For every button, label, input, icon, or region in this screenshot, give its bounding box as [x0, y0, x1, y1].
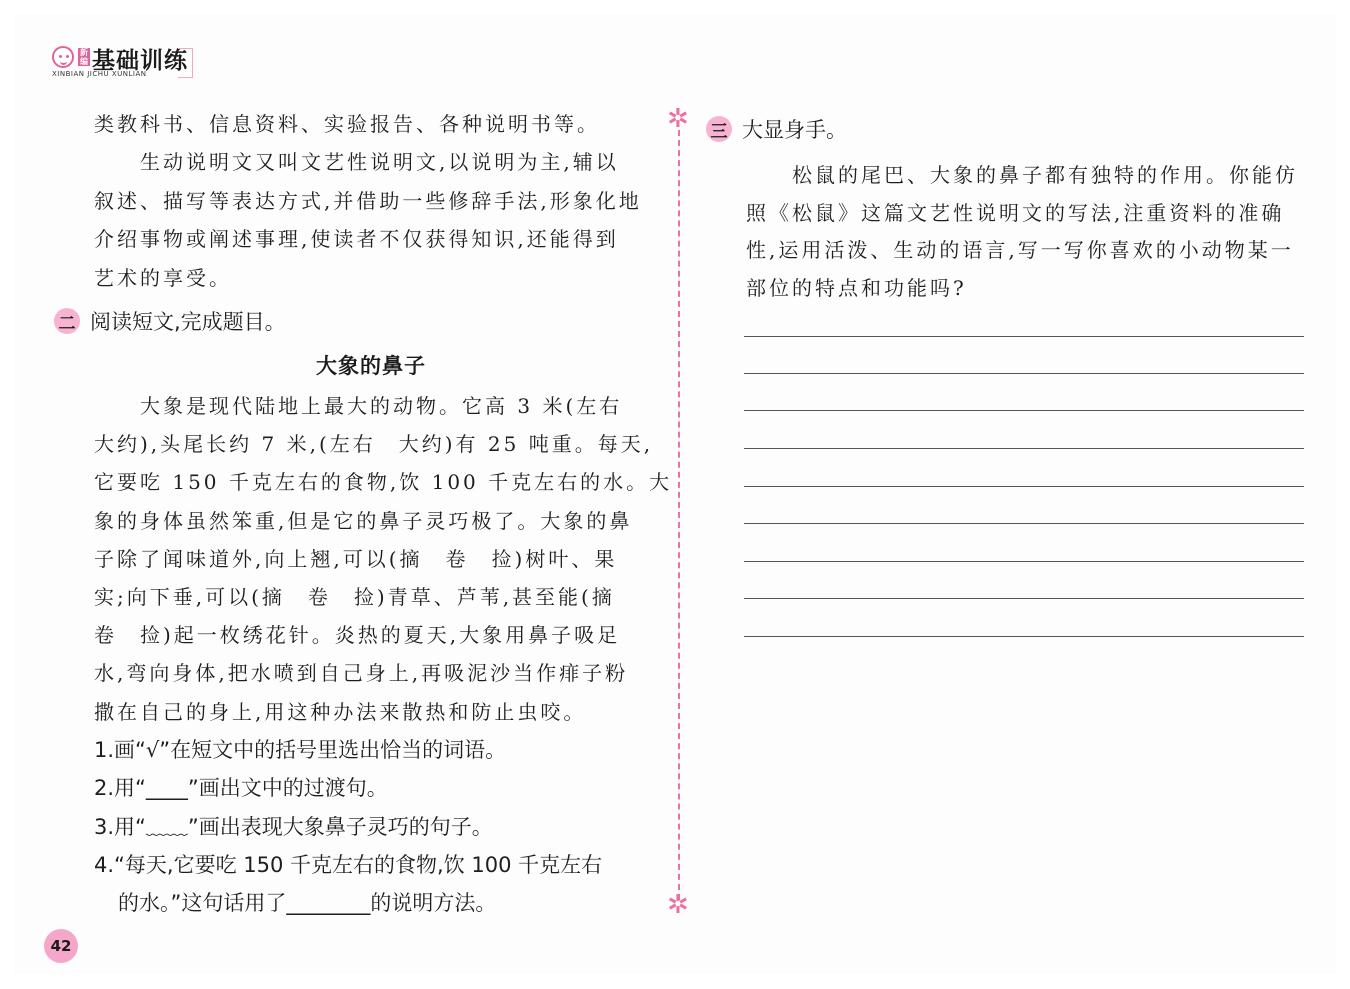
intro-line: 介绍事物或阐述事理,使读者不仅获得知识,还能得到	[94, 227, 619, 251]
question-2: 2.用“____”画出文中的过渡句。	[94, 776, 388, 800]
intro-line: 艺术的享受。	[94, 266, 232, 290]
section-3-heading	[706, 114, 847, 144]
logo-decoration	[178, 48, 193, 78]
section-title: 阅读短文,完成题目。	[90, 310, 286, 334]
answer-line[interactable]	[744, 636, 1304, 637]
prompt-line: 部位的特点和功能吗?	[746, 276, 967, 300]
story-line: 它要吃 150 千克左右的食物,饮 100 千克左右的水。大	[94, 470, 673, 494]
story-line: 子除了闻味道外,向上翘,可以(摘 卷 捡)树叶、果	[94, 547, 618, 571]
story-line: 实;向下垂,可以(摘 卷 捡)青草、芦苇,甚至能(摘	[94, 585, 615, 609]
answer-line[interactable]	[744, 448, 1304, 449]
section-number-badge: 三	[706, 116, 732, 142]
section-number-badge: 二	[54, 308, 80, 334]
header-logo	[52, 44, 202, 84]
intro-line: 生动说明文又叫文艺性说明文,以说明为主,辅以	[140, 150, 619, 174]
story-line: 大象是现代陆地上最大的动物。它高 3 米(左右	[140, 394, 623, 418]
flower-top-icon: ✲	[667, 104, 689, 134]
question-4-continued: 的水。”这句话用了________的说明方法。	[118, 891, 497, 915]
story-title: 大象的鼻子	[316, 354, 426, 378]
answer-line[interactable]	[744, 486, 1304, 487]
logo-title: 基础训练	[92, 48, 188, 74]
prompt-line: 性,运用活泼、生动的语言,写一写你喜欢的小动物某一	[746, 238, 1294, 262]
logo-subtitle: XINBIAN JICHU XUNLIAN	[52, 70, 147, 78]
column-divider	[678, 130, 680, 900]
flower-bottom-icon: ✲	[667, 890, 689, 920]
section-title: 大显身手。	[742, 118, 847, 142]
prompt-line: 照《松鼠》这篇文艺性说明文的写法,注重资料的准确	[746, 201, 1285, 225]
story-line: 卷 捡)起一枚绣花针。炎热的夏天,大象用鼻子吸足	[94, 623, 621, 647]
logo-badge: 新编	[80, 48, 88, 66]
answer-line[interactable]	[744, 561, 1304, 562]
question-4: 4.“每天,它要吃 150 千克左右的食物,饮 100 千克左右	[94, 853, 603, 877]
answer-line[interactable]	[744, 410, 1304, 411]
story-line: 大约),头尾长约 7 米,(左右 大约)有 25 吨重。每天,	[94, 432, 654, 456]
answer-line[interactable]	[744, 336, 1304, 337]
intro-line: 类教科书、信息资料、实验报告、各种说明书等。	[94, 112, 600, 136]
answer-line[interactable]	[744, 373, 1304, 374]
answer-line[interactable]	[744, 523, 1304, 524]
answer-line[interactable]	[744, 598, 1304, 599]
question-3: 3.用“﹏﹏”画出表现大象鼻子灵巧的句子。	[94, 815, 493, 839]
intro-line: 叙述、描写等表达方式,并借助一些修辞手法,形象化地	[94, 189, 642, 213]
mascot-icon	[52, 46, 74, 68]
section-2-heading	[54, 306, 286, 336]
page-number: 42	[44, 929, 78, 963]
story-line: 撒在自己的身上,用这种办法来散热和防止虫咬。	[94, 700, 587, 724]
story-line: 水,弯向身体,把水喷到自己身上,再吸泥沙当作痱子粉	[94, 661, 629, 685]
question-1: 1.画“√”在短文中的括号里选出恰当的词语。	[94, 738, 507, 762]
prompt-line: 松鼠的尾巴、大象的鼻子都有独特的作用。你能仿	[792, 163, 1298, 187]
story-line: 象的身体虽然笨重,但是它的鼻子灵巧极了。大象的鼻	[94, 509, 633, 533]
